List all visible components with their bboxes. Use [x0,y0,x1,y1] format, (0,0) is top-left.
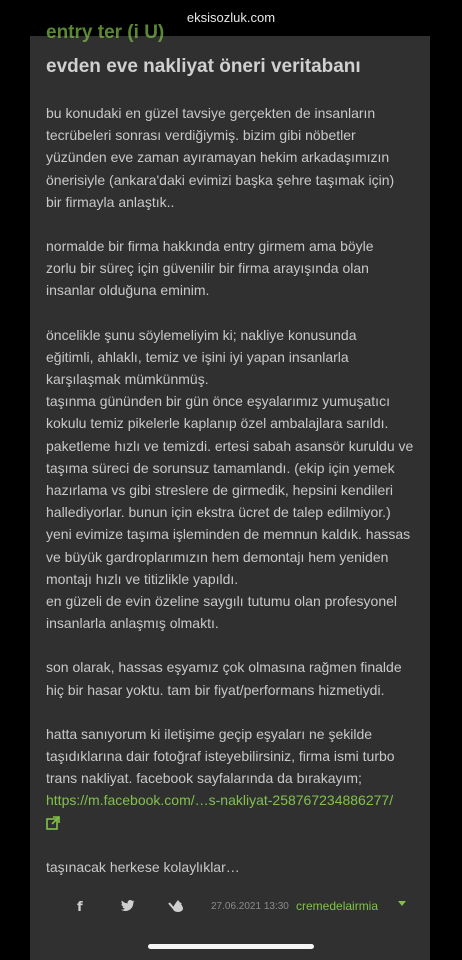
entry-line: son olarak, hassas eşyamız çok olmasına rağmen finalde [46,659,402,676]
entry-line: ve büyük gardroplarımızın hem demontajı hem yeniden [46,548,389,565]
previous-topic-title[interactable]: entry ter (i U) [46,22,165,43]
author-menu-caret-icon[interactable] [398,901,406,906]
entry-paragraph-2 [46,235,428,302]
entry-line: kokulu temiz pikelerle kaplanıp özel ambalajlara sarıldı. [46,415,389,432]
entry-line: zorlu bir süreç için güvenilir bir firma arayışında olan [46,260,369,277]
entry-line: hallediyorlar. bunun için ekstra ücret de talep edilmiyor.) [46,504,391,521]
entry-line: öncelikle şunu söylemeliyim ki; nakliye konusunda [46,326,357,343]
entry-line: tecrübeleri sonrası verdiğiymiş. bizim gibi nöbetler [46,127,356,144]
entry-paragraph-4 [46,656,428,700]
entry-line: hiç bir hasar yoktu. tam bir fiyat/performans hizmetiydi. [46,681,385,698]
facebook-link[interactable]: https://m.facebook.com/…s-nakliyat-258767234886277/ [46,792,394,809]
entry-page [30,22,430,960]
entry-line: karşılaşmak mümkünmüş. [46,371,209,388]
entry-author[interactable]: cremedelairmia [296,899,379,913]
entry-date[interactable]: 27.06.2021 13:30 [211,901,289,912]
entry-line: taşıdıklarına dair fotoğraf isteyebilirsiniz, firma ismi turbo [46,748,395,765]
entry-closing: taşınacak herkese kolaylıklar… [46,858,240,875]
drop-icon[interactable] [173,900,183,912]
entry-line: taşıma süreci de sorunsuz tamamlandı. (ekip için yemek [46,459,395,476]
entry-line: bir firmayla anlaştık.. [46,193,175,210]
entry-line: trans nakliyat. facebook sayfalarında da bırakayım; [46,770,362,787]
entry-footer [30,896,430,920]
entry-line: eğitimli, ahlaklı, temiz ve işini iyi yapan insanlarla [46,348,349,365]
entry-line: insanlar olduğuna eminim. [46,282,210,299]
domain-label: eksisozluk.com [186,10,276,25]
entry-paragraph-1 [46,102,428,213]
entry-line: normalde bir firma hakkında entry girmem ama böyle [46,238,374,255]
home-indicator[interactable] [148,944,314,949]
entry-line: hazırlama vs gibi streslere de girmedik, hepsini kendileri [46,482,394,499]
entry-line: yüzünden eve zaman ayıramayan hekim arkadaşımızın [46,149,390,166]
entry-line: montajı hızlı ve titizlikle yapıldı. [46,570,239,587]
entry-line: paketleme hızlı ve temizdi. ertesi sabah asansör kuruldu ve [46,437,414,454]
entry-line: taşınma gününden bir gün önce eşyalarımız yumuşatıcı [46,393,390,410]
entry-line: önerisiyle (ankara'daki evimizi başka şehre taşımak için) [46,171,395,188]
entry-line: yeni evimize taşıma işleminden de memnun kaldık. hassas [46,526,411,543]
topic-title[interactable]: evden eve nakliyat öneri veritabanı [46,56,361,77]
entry-line: en güzeli de evin özeline saygılı tutumu olan profesyonel [46,593,397,610]
entry-paragraph-5 [46,723,428,790]
external-link-icon[interactable] [46,816,60,830]
entry-paragraph-3 [46,324,428,635]
facebook-icon[interactable]: f [77,900,83,915]
entry-line: insanlarla anlaşmış olmaktı. [46,615,219,632]
entry-line: hatta sanıyorum ki iletişime geçip eşyaları ne şekilde [46,725,373,742]
entry-line: bu konudaki en güzel tavsiye gerçekten de insanların [46,105,376,121]
entry-content [46,102,428,900]
twitter-icon[interactable] [121,900,135,912]
